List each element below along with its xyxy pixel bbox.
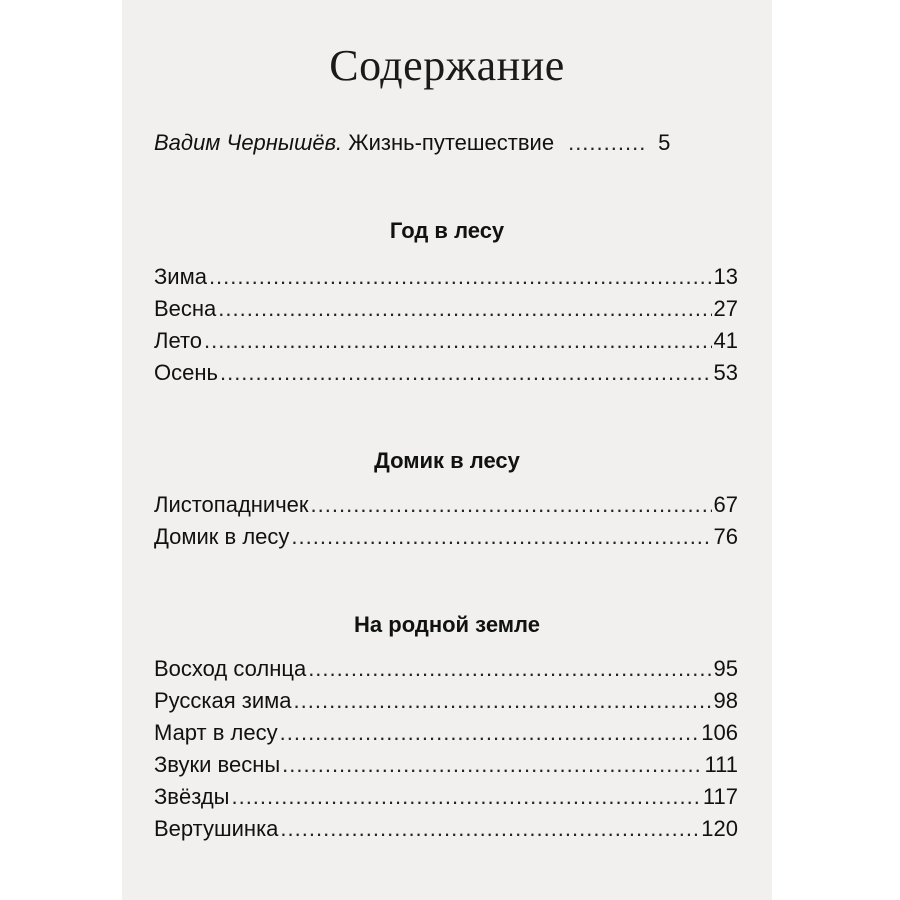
- book-page: [122, 0, 772, 900]
- toc-entry: [154, 294, 738, 324]
- toc-entry-title: Зима: [154, 264, 207, 289]
- toc-entry-title: Осень: [154, 360, 218, 385]
- toc-page-number: 5: [658, 130, 671, 155]
- section-heading: На родной земле: [354, 612, 540, 637]
- toc-page-number: 41: [713, 328, 738, 353]
- leader-dots: [218, 294, 711, 324]
- toc-page-number: 13: [713, 264, 738, 289]
- toc-entry: [154, 358, 738, 388]
- toc-entry-title: Звуки весны: [154, 752, 281, 777]
- toc-entry-title: Вертушинка: [154, 816, 279, 841]
- toc-page-number: 106: [701, 720, 738, 745]
- leader-dots: [308, 654, 711, 684]
- leader-dots: [204, 326, 712, 356]
- toc-entry: [154, 522, 738, 552]
- toc-entry-author: Вадим Чернышёв.: [154, 130, 343, 155]
- toc-page-number: 76: [713, 524, 738, 549]
- leader-dots: [280, 718, 700, 748]
- toc-page-number: 98: [713, 688, 738, 713]
- leader-dots: [311, 490, 712, 520]
- toc-page-number: 111: [704, 752, 738, 777]
- toc-page-number: 117: [702, 784, 738, 809]
- leader-dots: [220, 358, 712, 388]
- toc-entry-title: Домик в лесу: [154, 524, 290, 549]
- toc-entry-title-text: Жизнь-путешествие: [348, 130, 555, 155]
- toc-page-number: 120: [701, 816, 738, 841]
- leader-dots: [291, 522, 711, 552]
- toc-entry: [154, 490, 738, 520]
- toc-page-number: 95: [713, 656, 738, 681]
- leader-dots: [231, 782, 700, 812]
- toc-page-number: 27: [713, 296, 738, 321]
- toc-entry-title: Лето: [154, 328, 203, 353]
- toc-entry: [154, 654, 738, 684]
- toc-entry: [154, 686, 738, 716]
- toc-entry-intro: [154, 128, 738, 158]
- toc-entry: [154, 814, 738, 844]
- leader-dots: [294, 686, 712, 716]
- toc-entry-title: Листопадничек: [154, 492, 309, 517]
- toc-page-number: 53: [713, 360, 738, 385]
- toc-entry-title: Весна: [154, 296, 217, 321]
- section-heading: Год в лесу: [389, 218, 505, 243]
- toc-entry-title: Март в лесу: [154, 720, 278, 745]
- toc-entry: [154, 750, 738, 780]
- leader-dots: [209, 262, 712, 292]
- toc-entry: [154, 718, 738, 748]
- toc-entry-title: Звёзды: [154, 784, 230, 809]
- toc-entry-title: Русская зима: [154, 688, 292, 713]
- toc-page-number: 67: [713, 492, 738, 517]
- toc-entry: [154, 326, 738, 356]
- toc-entry-title: Восход солнца: [154, 656, 307, 681]
- toc-entry: [154, 782, 738, 812]
- page-title: Содержание: [329, 41, 565, 90]
- section-heading: Домик в лесу: [374, 448, 520, 473]
- leader-dots: [282, 750, 702, 780]
- leader-dots: [568, 128, 648, 158]
- toc-entry-title: [154, 128, 554, 158]
- leader-dots: [280, 814, 699, 844]
- toc-entry: [154, 262, 738, 292]
